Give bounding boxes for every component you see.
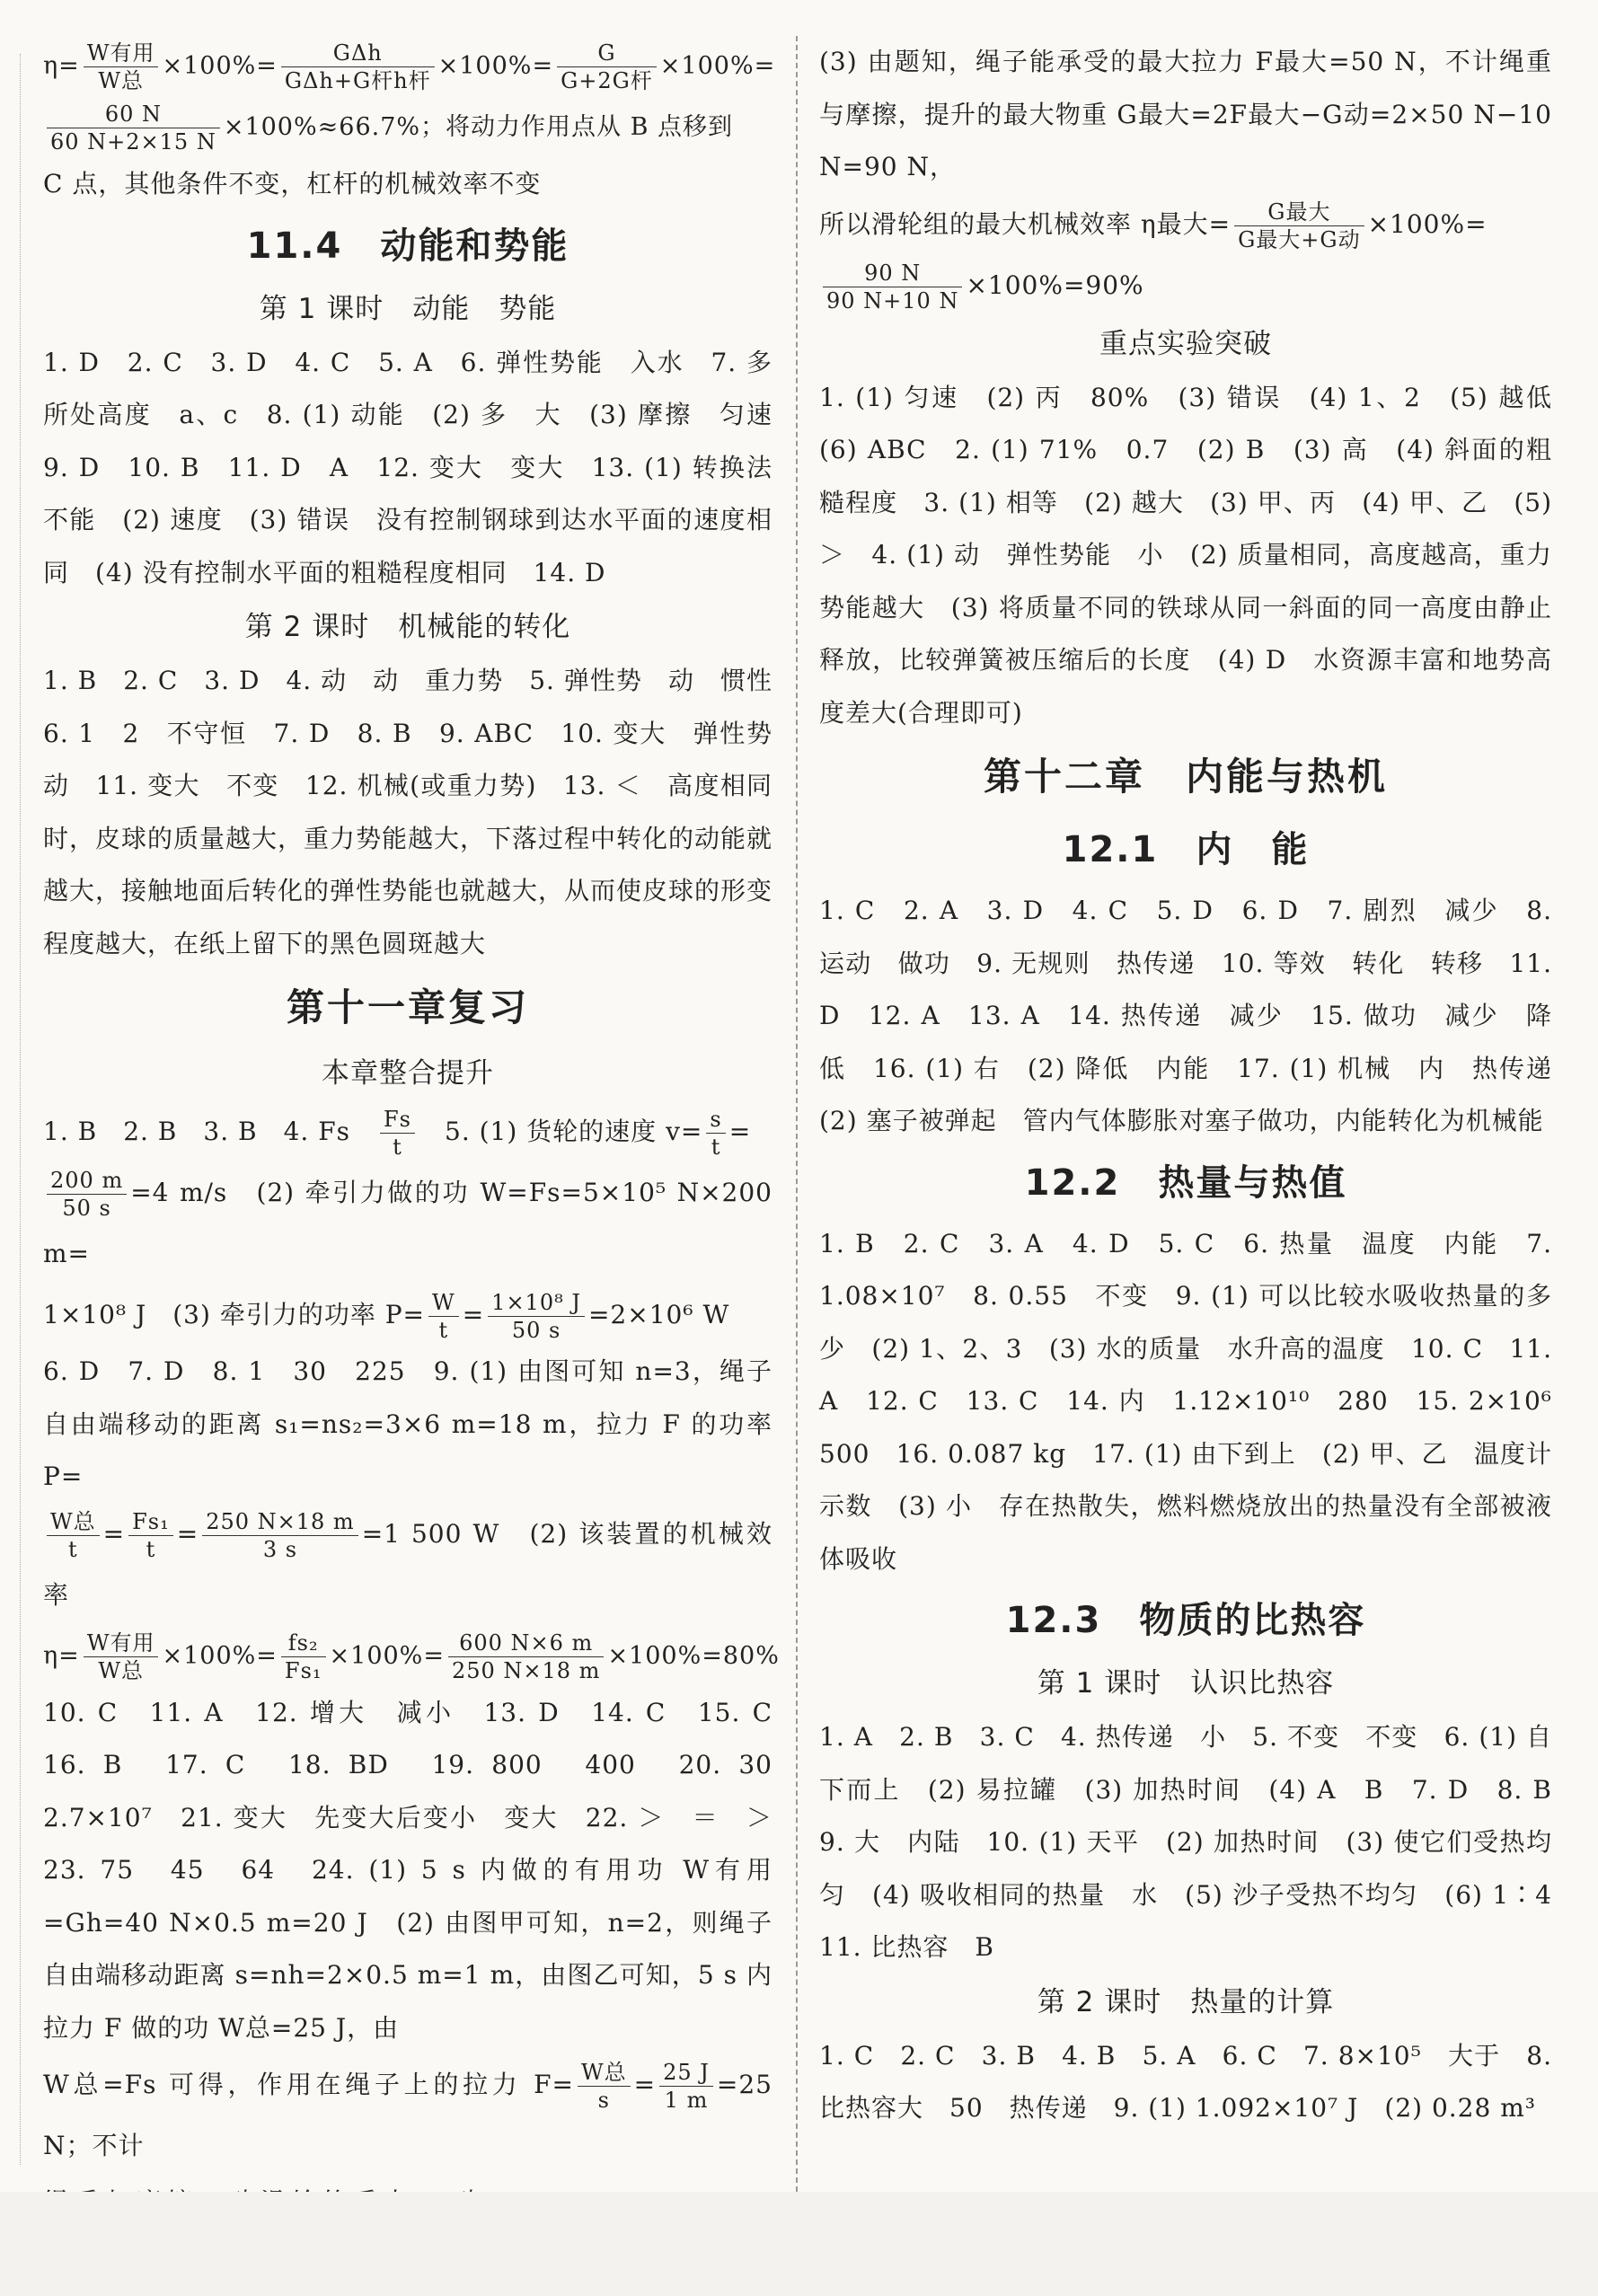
review-line-4: 6. D 7. D 8. 1 30 225 9. (1) 由图可知 n=3，绳子自由端移动的距离 s₁=ns₂=3×6 m=18 m，拉力 F 的功率 P= [43, 1356, 773, 1491]
experiment-answers: 1. (1) 匀速 (2) 丙 80% (3) 错误 (4) 1、2 (5) 越低 (6) ABC 2. (1) 71% 0.7 (2) B (3) 高 (4) 斜面的粗糙程度 3. (1) 相等 (2) 越大 (3) 甲、丙 (4) 甲、乙 (5) ＞ 4. (1) 动 弹性势能 小 (2) 质量相同，高度越高，重力势能越大 (3) 将质量不同的铁球从同一斜面的同一高度由静止释放，比较弹簧被压缩后的长度 (4) D 水资源丰富和地势高度差大(合理即可) [819, 382, 1579, 728]
section-title-12-2: 12.2 热量与热值 [1024, 1161, 1347, 1204]
lesson-title-12-3-2: 第 2 课时 热量的计算 [1037, 1985, 1335, 2018]
lesson-title-2: 第 2 课时 机械能的转化 [244, 611, 571, 643]
left-column [43, 36, 799, 2282]
chapter-12-title: 第十二章 内能与热机 [983, 755, 1388, 799]
chapter-review-title: 第十一章复习 [286, 985, 529, 1029]
review-line-1: 1. B 2. B 3. B 4. Fs $\frac{Fs}{t}$ 5. (1) 货轮的速度 v= $\frac{s}{t}$ = [43, 1107, 752, 1160]
efficiency-formula-1: η= $\frac{\text{W有用}}{\text{W总}}$ ×100%= $\frac{\text{GΔh}}{\text{GΔh+G杆h杆}}$ ×100%= $\frac{G}{\text{G+2G杆}}$ ×100%= [43, 40, 776, 93]
section-title-12-1: 12.1 内 能 [1062, 829, 1310, 870]
answer-text: (3) 由题知，绳子能承受的最大拉力 F最大=50 N，不计绳重与摩擦，提升的最大物重 G最大=2F最大−G动=2×50 N−10 N=90 N， [819, 47, 1552, 181]
efficiency-formula-2: $\frac{60 N}{60 N+2\times 15 N}$ ×100%≈66.7%；将动力作用点从 B 点移到 [43, 97, 773, 158]
answer-block-11-4-2: 1. B 2. C 3. D 4. 动 动 重力势 5. 弹性势 动 惯性 6. 1 2 不守恒 7. D 8. B 9. ABC 10. 变大 弹性势 动 11. 变大 不变 12. 机械(或重力势) 13. ＜ 高度相同时，皮球的质量越大，重力势能越大，下落过程中转化的动能就越大，接触地面后转化的弹性势能也就越大，从而使皮球的形变程度越大，在纸上留下的黑色圆斑越大 [43, 666, 799, 958]
review-line-7: 10. C 11. A 12. 增大 减小 13. D 14. C 15. C 16. B 17. C 18. BD 19. 800 400 20. 30 2.7×10⁷ 21. 变大 先变大后变小 变大 22. ＞ ＝ ＞ 23. 75 45 64 24. (1) 5 s 内做的有用功 W有用=Gh=40 N×0.5 m=20 J (2) 由图甲可知，n=2，则绳子自由端移动距离 s=nh=2×0.5 m=1 m，由图乙可知，5 s 内拉力 F 做的功 W总=25 J，由 [43, 1697, 799, 2043]
lesson-title-1: 第 1 课时 动能 势能 [259, 292, 557, 325]
review-line-5: $\frac{\text{W总}}{t}$ = $\frac{\text{Fs₁}}{t}$ = $\frac{250 N\times 18 m}{3 s}$ =1 500 W (2) 该装置的机械效率 [43, 1508, 773, 1610]
review-line-6: η= $\frac{\text{W有用}}{\text{W总}}$ ×100%= $\frac{\text{fs₂}}{\text{Fs₁}}$ ×100%= $\frac{600 N\times 6 m}{250 N\times 18 m}$ ×100%=80% [43, 1629, 780, 1683]
max-efficiency-result: $\frac{90 N}{90 N+10 N}$ ×100%=90% [819, 255, 1552, 316]
review-line-8: W总=Fs 可得，作用在绳子上的拉力 F= $\frac{\text{W总}}{s}$ = $\frac{25 J}{1 m}$ =25 N；不计 [43, 2060, 773, 2160]
review-line-2: $\frac{200 m}{50 s}$ =4 m/s (2) 牵引力做的功 W=Fs=5×10⁵ N×200 m= [43, 1168, 773, 1268]
answer-block-11-4-1: 1. D 2. C 3. D 4. C 5. A 6. 弹性势能 入水 7. 多所处高度 a、c 8. (1) 动能 (2) 多 大 (3) 摩擦 匀速 9. D 10. B 11. D A 12. 变大 变大 13. (1) 转换法 不能 (2) 速度 (3) 错误 没有控制钢球到达水平面的速度相同 (4) 没有控制水平面的粗糙程度相同 14. D [43, 347, 799, 587]
right-column [819, 36, 1579, 2135]
answer-block-12-3-2: 1. C 2. C 3. B 4. B 5. A 6. C 7. 8×10⁵ 大于 8. 比热容大 50 热传递 9. (1) 1.092×10⁷ J (2) 0.28 m³ [819, 2040, 1552, 2123]
section-title-12-3: 12.3 物质的比热容 [1005, 1600, 1366, 1641]
answer-block-12-2: 1. B 2. C 3. A 4. D 5. C 6. 热量 温度 内能 7. 1.08×10⁷ 8. 0.55 不变 9. (1) 可以比较水吸收热量的多少 (2) 1、2、3 (3) 水的质量 水升高的温度 10. C 11. A 12. C 13. C 14. 内 1.12×10¹⁰ 280 15. 2×10⁶ 500 16. 0.087 kg 17. (1) 由下到上 (2) 甲、乙 温度计示数 (3) 小 存在热散失，燃料燃烧放出的热量没有全部被液体吸收 [819, 1228, 1579, 1574]
review-subtitle: 本章整合提升 [322, 1057, 494, 1090]
max-efficiency-formula: 所以滑轮组的最大机械效率 η最大= $\frac{\text{G最大}}{\text{G最大+G动}}$ ×100%= [819, 199, 1488, 252]
section-title-11-4: 11.4 动能和势能 [246, 225, 569, 267]
answer-block-12-3-1: 1. A 2. B 3. C 4. 热传递 小 5. 不变 不变 6. (1) 自下而上 (2) 易拉罐 (3) 加热时间 (4) A B 7. D 8. B 9. 大 内陆 10. (1) 天平 (2) 加热时间 (3) 使它们受热均匀 (4) 吸收相同的热量 水 (5) 沙子受热不均匀 (6) 1∶4 11. 比热容 B [819, 1722, 1579, 1962]
review-line-3: 1×10⁸ J (3) 牵引力的功率 P= $\frac{W}{t}$ = $\frac{\text{1×10⁸ J}}{50 s}$ =2×10⁶ W [43, 1290, 730, 1343]
answer-block-12-1: 1. C 2. A 3. D 4. C 5. D 6. D 7. 剧烈 减少 8. 运动 做功 9. 无规则 热传递 10. 等效 转化 转移 11. D 12. A 13. A 14. 热传递 减少 15. 做功 减少 降低 16. (1) 右 (2) 降低 内能 17. (1) 机械 内 热传递 (2) 塞子被弹起 管内气体膨胀对塞子做功，内能转化为机械能 [819, 896, 1579, 1135]
experiment-section-title: 重点实验突破 [1099, 327, 1272, 360]
binding-edge-line [20, 54, 21, 2165]
answer-text: C 点，其他条件不变，杠杆的机械效率不变 [43, 169, 542, 199]
lesson-title-12-3-1: 第 1 课时 认识比热容 [1037, 1667, 1335, 1700]
page-bottom-margin [0, 2192, 1598, 2296]
column-divider [796, 36, 798, 2192]
